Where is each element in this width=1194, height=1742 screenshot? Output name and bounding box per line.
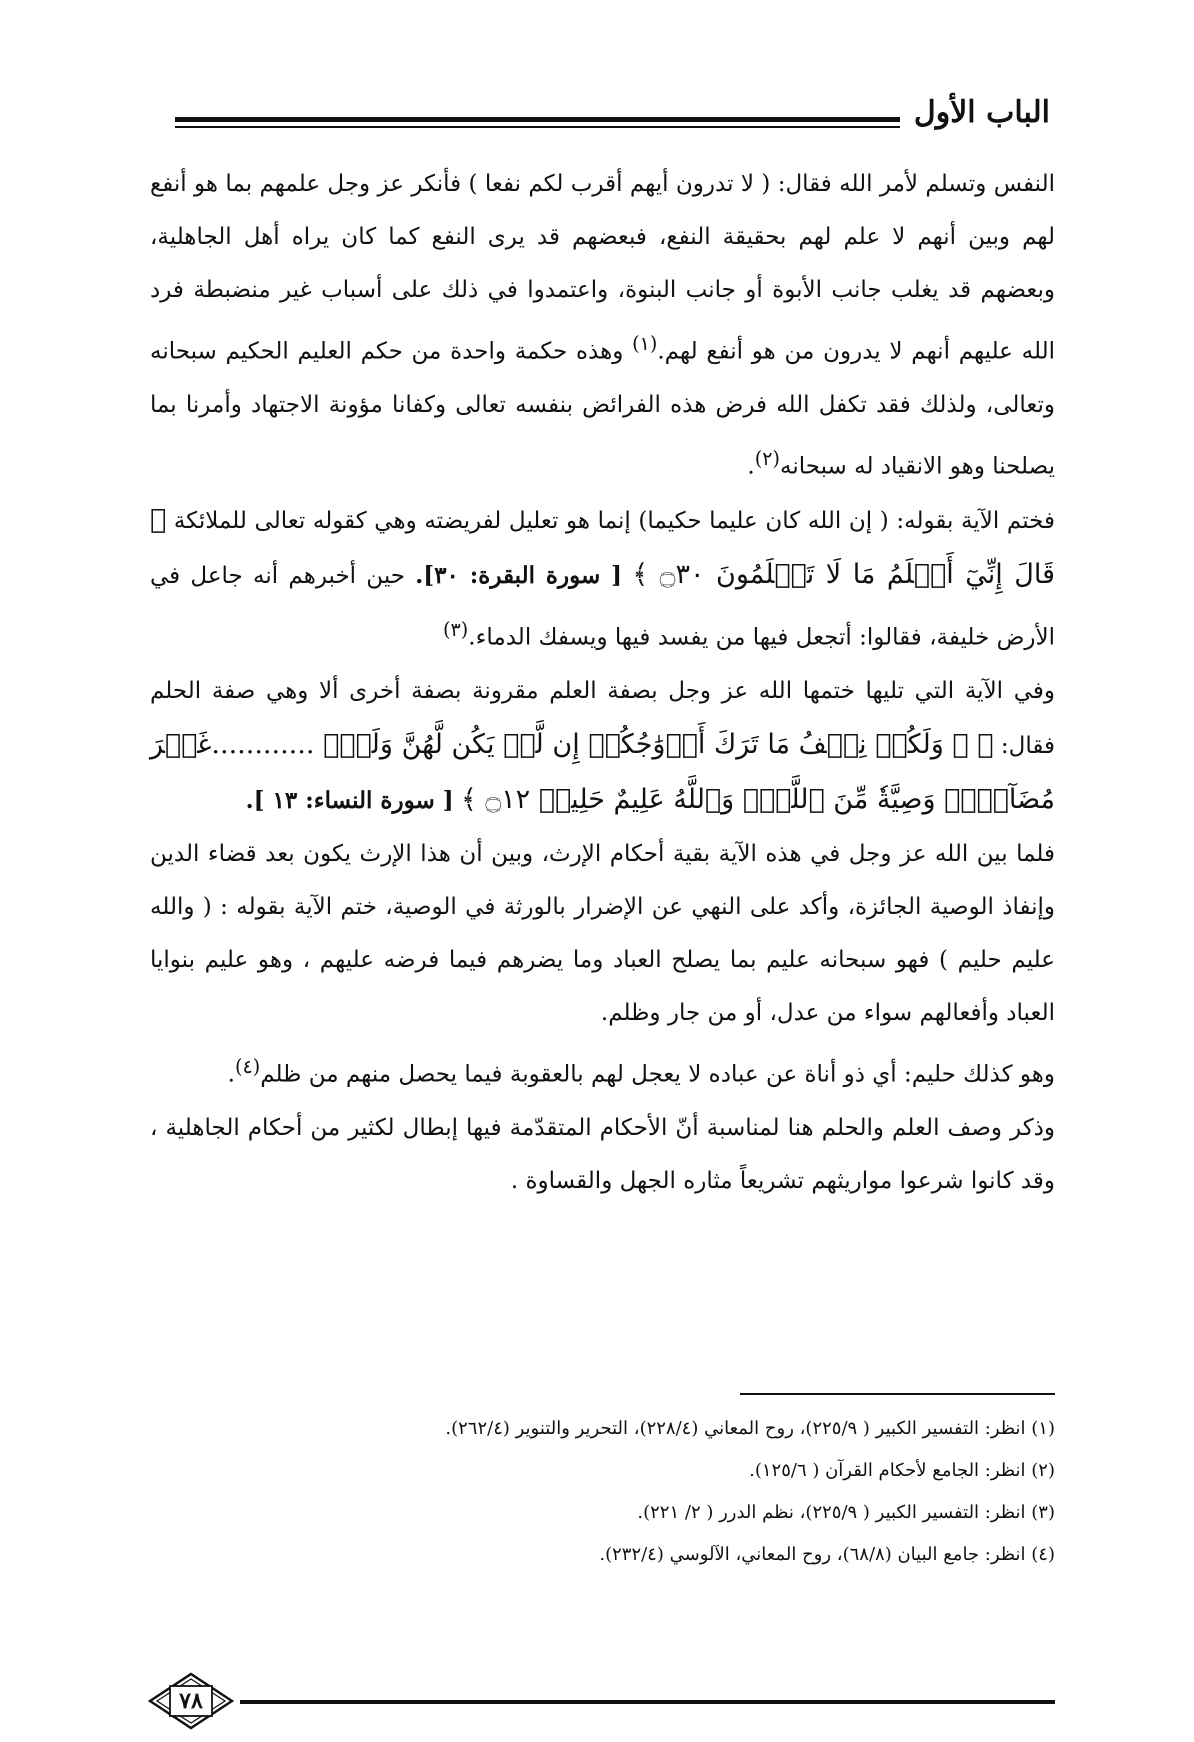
footer-rule: [240, 1700, 1055, 1704]
footnote-marker-1: (١): [632, 332, 658, 355]
paragraph-text: وهو كذلك حليم: أي ذو أناة عن عباده لا يعجل لهم بالعقوبة فيما يحصل منهم من ظلم: [260, 1061, 1055, 1088]
chapter-title: الباب الأول: [913, 95, 1050, 130]
paragraph-text: وذكر وصف العلم والحلم هنا لمناسبة أنّ الأحكام المتقدّمة فيها إبطال لكثير من أحكام الجاهلية ، وقد كانوا شرعوا مواريثهم تشريعاً مثاره الجهل والقساوة .: [150, 1114, 1055, 1194]
paragraph-text: حين أخبرهم أنه جاعل في الأرض خليفة، فقالوا: أتجعل فيها من يفسد فيها ويسفك الدماء.: [150, 563, 1055, 651]
header-rule-thick: [175, 117, 900, 122]
paragraph-text: فلما بين الله عز وجل في هذه الآية بقية أحكام الإرث، وبين أن هذا الإرث يكون بعد قضاء الدين وإنفاذ الوصية الجائزة، وأكد على النهي عن الإضرار بالورثة في الوصية، ختم الآية بقوله : ( والله عليم حليم ) فهو سبحانه عليم بما يصلح العباد وما يضرهم فيما فرضه عليهم ، وهو عليم بنوايا العباد وأفعالهم سواء من عدل، أو من جار وظلم.: [150, 840, 1056, 1026]
paragraph-text: وهذه حكمة واحدة من حكم العليم الحكيم سبحانه وتعالى، ولذلك فقد تكفل الله فرض هذه الفرائض بنفسه تعالى وكفانا مؤونة الاجتهاد وأمرنا بما يصلحنا وهو الانقياد له سبحانه: [150, 338, 1055, 480]
footnote-separator: [740, 1393, 1055, 1395]
footnotes: [150, 1408, 1055, 1576]
footnote-2: (٢) انظر: الجامع لأحكام القرآن ( ١٢٥/٦).: [749, 1460, 1055, 1481]
footnote-3: (٣) انظر: التفسير الكبير ( ٢٢٥/٩)، نظم الدرر ( ٢/ ٢٢١).: [637, 1502, 1055, 1523]
paragraph-2: [150, 493, 1055, 665]
verse-reference: [ سورة البقرة: ٣٠].: [415, 562, 623, 590]
footnote-marker-3: (٣): [443, 618, 469, 642]
paragraph-text: وفي الآية التي تليها ختمها الله عز وجل بصفة العلم مقرونة بصفة أخرى ألا وهي صفة الحلم فقال:: [150, 677, 1055, 759]
paragraph-6: [150, 1102, 1055, 1208]
paragraph-text: .: [747, 453, 755, 480]
verse-reference: [ سورة النساء: ١٣ ].: [245, 786, 454, 814]
quran-verse: ﴿ ۞ وَلَكُمۡ نِصۡفُ مَا تَرَكَ أَزۡوَٰجُكُمۡ إِن لَّمۡ يَكُن لَّهُنَّ وَلَدٌۚ ............غَيۡرَ مُضَآرٍّۚ وَصِيَّةٗ مِّنَ ٱللَّهِۗ وَٱللَّهُ عَلِيمٌ حَلِيمٞ ۝١٢ ﴾: [150, 728, 1055, 815]
footnote-4: (٤) انظر: جامع البيان (٦٨/٨)، روح المعاني، الآلوسي (٢٣٢/٤).: [599, 1544, 1055, 1565]
paragraph-text: فختم الآية بقوله: ( إن الله كان عليما حكيما) إنما هو تعليل لفريضته وهي كقوله تعالى للملائكة: [166, 508, 1055, 535]
body-text: [150, 158, 1055, 1208]
paragraph-4: [150, 828, 1055, 1040]
page-number-ornament: [148, 1672, 234, 1730]
footnote-marker-4: (٤): [234, 1054, 261, 1078]
paragraph-3: [150, 665, 1055, 828]
paragraph-text: .: [227, 1061, 235, 1088]
footnote-1: (١) انظر: التفسير الكبير ( ٢٢٥/٩)، روح المعاني (٢٢٨/٤)، التحرير والتنوير (٢٦٢/٤).: [445, 1418, 1055, 1439]
paragraph-text: النفس وتسلم لأمر الله فقال: ( لا تدرون أيهم أقرب لكم نفعا ) فأنكر عز وجل علمهم بما هو أنفع لهم وبين أنهم لا علم لهم بحقيقة النفع، فبعضهم قد يرى النفع كما كان يراه أهل الجاهلية، وبعضهم قد يغلب جانب الأبوة أو جانب البنوة، واعتمدوا في ذلك على أسباب غير منضبطة فرد الله عليهم أنهم لا يدرون من هو أنفع لهم.: [150, 171, 1055, 365]
paragraph-1: [150, 158, 1055, 493]
quran-verse: ﴿ قَالَ إِنِّيٓ أَعۡلَمُ مَا لَا تَعۡلَمُونَ ۝٣٠ ﴾: [150, 504, 1056, 591]
paragraph-5: [150, 1040, 1055, 1102]
header-rule-thin: [175, 126, 900, 128]
page-number: ٧٨: [179, 1688, 203, 1714]
page-header: [175, 95, 1050, 145]
footnote-marker-2: (٢): [754, 446, 780, 470]
